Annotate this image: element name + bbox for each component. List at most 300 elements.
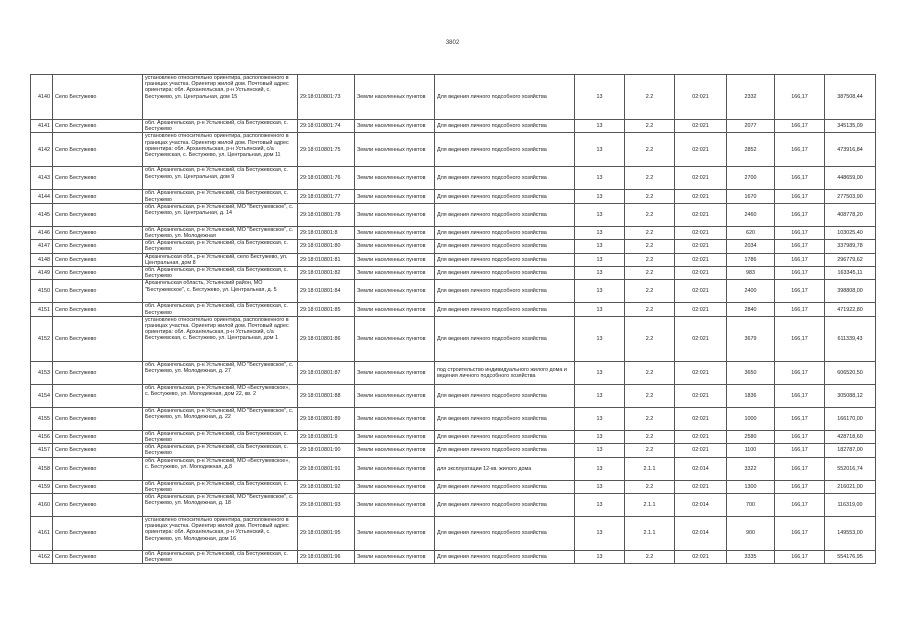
permitted-use: Для ведения личного подсобного хозяйства (435, 240, 575, 253)
zone-number: 13 (575, 384, 625, 407)
permitted-use: Для ведения личного подсобного хозяйства (435, 280, 575, 303)
settlement-name: Село Бестужево (53, 494, 143, 517)
land-category: Земли населенных пунктов (355, 430, 435, 443)
use-code: 2.2 (625, 267, 675, 280)
area-value: 1670 (727, 190, 775, 203)
table-row (31, 480, 876, 493)
table-row (31, 75, 876, 120)
classifier-code: 02:021 (675, 240, 727, 253)
specific-value: 166,17 (775, 384, 825, 407)
use-code: 2.1.1 (625, 494, 675, 517)
zone-number: 13 (575, 133, 625, 167)
cadastral-number: 29:18:010801:85 (298, 303, 355, 316)
row-number: 4148 (31, 253, 53, 266)
land-category: Земли населенных пунктов (355, 361, 435, 384)
address: обл. Архангельская, р-н Устьянский, МО "Бестужевское", с. Бестужево, ул. Молодежная (143, 226, 298, 239)
table-row (31, 253, 876, 266)
table-row (31, 133, 876, 167)
settlement-name: Село Бестужево (53, 361, 143, 384)
use-code: 2.1.1 (625, 517, 675, 551)
specific-value: 166,17 (775, 75, 825, 120)
land-category: Земли населенных пунктов (355, 494, 435, 517)
specific-value: 166,17 (775, 457, 825, 480)
address: обл. Архангельская, р-н Устьянский, с/а Бестужевская, с. Бестужево (143, 551, 298, 564)
permitted-use: Для ведения личного подсобного хозяйства (435, 384, 575, 407)
address: обл. Архангельская, р-н Устьянский, МО «Бестужевское», с. Бестужево, ул. Молодежная, д.8 (143, 457, 298, 480)
settlement-name: Село Бестужево (53, 190, 143, 203)
cadastral-number: 29:18:010801:8 (298, 226, 355, 239)
cadastral-value: 163345,11 (825, 267, 876, 280)
area-value: 2400 (727, 280, 775, 303)
cadastral-value: 296779,62 (825, 253, 876, 266)
row-number: 4161 (31, 517, 53, 551)
address: установлено относительно ориентира, расположенного в границах участка. Ориентир жилой дом. Почтовый адрес ориентира: обл. Архангельская, р-н Устьянский, с. Бестужево, ул. Молодежная, дом 16 (143, 517, 298, 551)
use-code: 2.2 (625, 190, 675, 203)
settlement-name: Село Бестужево (53, 253, 143, 266)
specific-value: 166,17 (775, 517, 825, 551)
area-value: 1786 (727, 253, 775, 266)
use-code: 2.2 (625, 444, 675, 457)
area-value: 983 (727, 267, 775, 280)
cadastral-number: 29:18:010801:73 (298, 75, 355, 120)
permitted-use: Для ведения личного подсобного хозяйства (435, 444, 575, 457)
land-category: Земли населенных пунктов (355, 444, 435, 457)
land-category: Земли населенных пунктов (355, 480, 435, 493)
address: обл. Архангельская, р-н Устьянский, МО "Бестужевское", с. Бестужево, ул. Молодежная, д. 22 (143, 407, 298, 430)
cadastral-value: 408778,20 (825, 203, 876, 226)
cadastral-number: 29:18:010801:92 (298, 480, 355, 493)
zone-number: 13 (575, 190, 625, 203)
cadastral-number: 29:18:010801:81 (298, 253, 355, 266)
address: Архангельская область, Устьянский район, МО "Бестужевское", с. Бестужево, ул. Центральная, д. 5 (143, 280, 298, 303)
zone-number: 13 (575, 430, 625, 443)
use-code: 2.2 (625, 133, 675, 167)
specific-value: 166,17 (775, 280, 825, 303)
cadastral-value: 182787,00 (825, 444, 876, 457)
address: обл. Архангельская, р-н Устьянский, с/а Бестужевская, с. Бестужево (143, 480, 298, 493)
cadastral-number: 29:18:010801:77 (298, 190, 355, 203)
specific-value: 166,17 (775, 407, 825, 430)
area-value: 620 (727, 226, 775, 239)
address: обл. Архангельская, р-н Устьянский, с/а Бестужевская, с. Бестужево (143, 444, 298, 457)
row-number: 4158 (31, 457, 53, 480)
specific-value: 166,17 (775, 480, 825, 493)
cadastral-number: 29:18:010801:75 (298, 133, 355, 167)
specific-value: 166,17 (775, 120, 825, 133)
use-code: 2.2 (625, 226, 675, 239)
settlement-name: Село Бестужево (53, 430, 143, 443)
table-row (31, 430, 876, 443)
specific-value: 166,17 (775, 444, 825, 457)
land-category: Земли населенных пунктов (355, 267, 435, 280)
row-number: 4162 (31, 551, 53, 564)
row-number: 4153 (31, 361, 53, 384)
specific-value: 166,17 (775, 361, 825, 384)
classifier-code: 02:021 (675, 120, 727, 133)
cadastral-value: 552016,74 (825, 457, 876, 480)
zone-number: 13 (575, 75, 625, 120)
area-value: 1000 (727, 407, 775, 430)
settlement-name: Село Бестужево (53, 280, 143, 303)
use-code: 2.2 (625, 407, 675, 430)
area-value: 1836 (727, 384, 775, 407)
row-number: 4143 (31, 167, 53, 190)
cadastral-value: 305088,12 (825, 384, 876, 407)
cadastral-value: 277503,90 (825, 190, 876, 203)
permitted-use: Для ведения личного подсобного хозяйства (435, 551, 575, 564)
use-code: 2.2 (625, 551, 675, 564)
cadastral-number: 29:18:010801:93 (298, 494, 355, 517)
row-number: 4157 (31, 444, 53, 457)
zone-number: 13 (575, 444, 625, 457)
area-value: 1100 (727, 444, 775, 457)
area-value: 2580 (727, 430, 775, 443)
settlement-name: Село Бестужево (53, 457, 143, 480)
cadastral-number: 29:18:010801:86 (298, 316, 355, 361)
area-value: 2034 (727, 240, 775, 253)
zone-number: 13 (575, 120, 625, 133)
address: обл. Архангельская, р-н Устьянский, с/а Бестужевская, с. Бестужево (143, 190, 298, 203)
row-number: 4149 (31, 267, 53, 280)
area-value: 3335 (727, 551, 775, 564)
zone-number: 13 (575, 253, 625, 266)
table-row (31, 280, 876, 303)
address: установлено относительно ориентира, расположенного в границах участка. Ориентир жилой дом. Почтовый адрес ориентира: обл. Архангельская, р-н Устьянский, с/а Бестужевская, с. Бестужево, ул. Центральная, дом 1 (143, 316, 298, 361)
classifier-code: 02:021 (675, 407, 727, 430)
page-number: 3802 (445, 40, 460, 46)
row-number: 4159 (31, 480, 53, 493)
classifier-code: 02:021 (675, 267, 727, 280)
row-number: 4145 (31, 203, 53, 226)
table-row (31, 167, 876, 190)
cadastral-value: 387508,44 (825, 75, 876, 120)
specific-value: 166,17 (775, 226, 825, 239)
settlement-name: Село Бестужево (53, 384, 143, 407)
specific-value: 166,17 (775, 240, 825, 253)
classifier-code: 02:014 (675, 457, 727, 480)
permitted-use: Для ведения личного подсобного хозяйства (435, 133, 575, 167)
land-category: Земли населенных пунктов (355, 407, 435, 430)
classifier-code: 02:021 (675, 226, 727, 239)
settlement-name: Село Бестужево (53, 444, 143, 457)
cadastral-value: 103025,40 (825, 226, 876, 239)
zone-number: 13 (575, 226, 625, 239)
classifier-code: 02:021 (675, 133, 727, 167)
table-row (31, 316, 876, 361)
cadastral-number: 29:18:010801:9 (298, 430, 355, 443)
row-number: 4141 (31, 120, 53, 133)
area-value: 2700 (727, 167, 775, 190)
cadastral-value: 428718,60 (825, 430, 876, 443)
permitted-use: Для ведения личного подсобного хозяйства (435, 316, 575, 361)
specific-value: 166,17 (775, 253, 825, 266)
area-value: 900 (727, 517, 775, 551)
table-row (31, 303, 876, 316)
cadastral-number: 29:18:010801:84 (298, 280, 355, 303)
cadastral-value: 448659,00 (825, 167, 876, 190)
cadastral-number: 29:18:010801:76 (298, 167, 355, 190)
land-category: Земли населенных пунктов (355, 203, 435, 226)
permitted-use: Для ведения личного подсобного хозяйства (435, 203, 575, 226)
settlement-name: Село Бестужево (53, 75, 143, 120)
table-row (31, 457, 876, 480)
address: обл. Архангельская, р-н Устьянский, с/а Бестужевская, с. Бестужево (143, 430, 298, 443)
table-row (31, 226, 876, 239)
use-code: 2.2 (625, 384, 675, 407)
settlement-name: Село Бестужево (53, 303, 143, 316)
cadastral-number: 29:18:010801:78 (298, 203, 355, 226)
use-code: 2.1.1 (625, 457, 675, 480)
specific-value: 166,17 (775, 167, 825, 190)
settlement-name: Село Бестужево (53, 167, 143, 190)
row-number: 4160 (31, 494, 53, 517)
table-row (31, 384, 876, 407)
classifier-code: 02:021 (675, 384, 727, 407)
classifier-code: 02:021 (675, 253, 727, 266)
land-category: Земли населенных пунктов (355, 280, 435, 303)
row-number: 4150 (31, 280, 53, 303)
specific-value: 166,17 (775, 430, 825, 443)
specific-value: 166,17 (775, 316, 825, 361)
land-category: Земли населенных пунктов (355, 133, 435, 167)
row-number: 4147 (31, 240, 53, 253)
permitted-use: Для ведения личного подсобного хозяйства (435, 253, 575, 266)
use-code: 2.2 (625, 203, 675, 226)
settlement-name: Село Бестужево (53, 551, 143, 564)
cadastral-value: 166170,00 (825, 407, 876, 430)
cadastral-number: 29:18:010801:95 (298, 517, 355, 551)
permitted-use: Для ведения личного подсобного хозяйства (435, 494, 575, 517)
settlement-name: Село Бестужево (53, 203, 143, 226)
cadastral-value: 554176,95 (825, 551, 876, 564)
cadastral-value: 149553,00 (825, 517, 876, 551)
cadastral-number: 29:18:010801:96 (298, 551, 355, 564)
land-category: Земли населенных пунктов (355, 120, 435, 133)
land-category: Земли населенных пунктов (355, 457, 435, 480)
area-value: 3322 (727, 457, 775, 480)
land-category: Земли населенных пунктов (355, 384, 435, 407)
row-number: 4152 (31, 316, 53, 361)
table-row (31, 551, 876, 564)
permitted-use: Для ведения личного подсобного хозяйства (435, 75, 575, 120)
settlement-name: Село Бестужево (53, 120, 143, 133)
classifier-code: 02:021 (675, 280, 727, 303)
table-row (31, 267, 876, 280)
zone-number: 13 (575, 240, 625, 253)
use-code: 2.2 (625, 240, 675, 253)
settlement-name: Село Бестужево (53, 267, 143, 280)
table-row (31, 190, 876, 203)
classifier-code: 02:021 (675, 551, 727, 564)
settlement-name: Село Бестужево (53, 133, 143, 167)
address: обл. Архангельская, р-н Устьянский, с/а Бестужевская, с. Бестужево (143, 120, 298, 133)
classifier-code: 02:021 (675, 444, 727, 457)
cadastral-value: 471922,80 (825, 303, 876, 316)
table-row (31, 517, 876, 551)
use-code: 2.2 (625, 361, 675, 384)
cadastral-value: 216021,00 (825, 480, 876, 493)
table-row (31, 494, 876, 517)
table-row (31, 407, 876, 430)
cadastral-value: 116319,00 (825, 494, 876, 517)
classifier-code: 02:021 (675, 303, 727, 316)
zone-number: 13 (575, 361, 625, 384)
use-code: 2.2 (625, 280, 675, 303)
permitted-use: Для ведения личного подсобного хозяйства (435, 517, 575, 551)
land-category: Земли населенных пунктов (355, 75, 435, 120)
cadastral-value: 611339,43 (825, 316, 876, 361)
cadastral-number: 29:18:010801:87 (298, 361, 355, 384)
use-code: 2.2 (625, 430, 675, 443)
zone-number: 13 (575, 167, 625, 190)
land-category: Земли населенных пунктов (355, 303, 435, 316)
classifier-code: 02:021 (675, 316, 727, 361)
land-category: Земли населенных пунктов (355, 517, 435, 551)
permitted-use: Для ведения личного подсобного хозяйства (435, 430, 575, 443)
land-registry-table (30, 74, 876, 564)
table-row (31, 444, 876, 457)
land-category: Земли населенных пунктов (355, 253, 435, 266)
address: обл. Архангельская, р-н Устьянский, с/а Бестужевская, с. Бестужево (143, 267, 298, 280)
row-number: 4156 (31, 430, 53, 443)
row-number: 4154 (31, 384, 53, 407)
cadastral-number: 29:18:010801:80 (298, 240, 355, 253)
address: обл. Архангельская, р-н Устьянский, с/а Бестужевская, с. Бестужево (143, 303, 298, 316)
permitted-use: для эксплуатации 12-кв. жилого дома (435, 457, 575, 480)
use-code: 2.2 (625, 75, 675, 120)
table-row (31, 240, 876, 253)
cadastral-number: 29:18:010801:88 (298, 384, 355, 407)
land-category: Земли населенных пунктов (355, 316, 435, 361)
permitted-use: Для ведения личного подсобного хозяйства (435, 190, 575, 203)
settlement-name: Село Бестужево (53, 407, 143, 430)
row-number: 4142 (31, 133, 53, 167)
specific-value: 166,17 (775, 133, 825, 167)
settlement-name: Село Бестужево (53, 517, 143, 551)
address: обл. Архангельская, р-н Устьянский, с/а Бестужевская, с. Бестужево, ул. Центральная, дом 9 (143, 167, 298, 190)
settlement-name: Село Бестужево (53, 316, 143, 361)
cadastral-value: 345135,09 (825, 120, 876, 133)
table-row (31, 120, 876, 133)
permitted-use: Для ведения личного подсобного хозяйства (435, 480, 575, 493)
specific-value: 166,17 (775, 303, 825, 316)
zone-number: 13 (575, 517, 625, 551)
area-value: 2840 (727, 303, 775, 316)
zone-number: 13 (575, 280, 625, 303)
address: установлено относительно ориентира, расположенного в границах участка. Ориентир жилой дом. Почтовый адрес ориентира: обл. Архангельская, р-н Устьянский, с. Бестужево, ул. Центральная, дом 15 (143, 75, 298, 120)
zone-number: 13 (575, 203, 625, 226)
address: обл. Архангельская, р-н Устьянский, с/а Бестужевская, с. Бестужево (143, 240, 298, 253)
cadastral-number: 29:18:010801:91 (298, 457, 355, 480)
zone-number: 13 (575, 407, 625, 430)
address: обл. Архангельская, р-н Устьянский, МО "Бестужевское", с. Бестужево, ул. Молодежная, д. 18 (143, 494, 298, 517)
zone-number: 13 (575, 494, 625, 517)
row-number: 4144 (31, 190, 53, 203)
specific-value: 166,17 (775, 551, 825, 564)
use-code: 2.2 (625, 167, 675, 190)
use-code: 2.2 (625, 120, 675, 133)
permitted-use: Для ведения личного подсобного хозяйства (435, 303, 575, 316)
permitted-use: Для ведения личного подсобного хозяйства (435, 120, 575, 133)
table-row (31, 203, 876, 226)
address: обл. Архангельская, р-н Устьянский, МО "Бестужевское", с. Бестужево, ул. Молодежная, д. 27 (143, 361, 298, 384)
permitted-use: Для ведения личного подсобного хозяйства (435, 407, 575, 430)
land-category: Земли населенных пунктов (355, 226, 435, 239)
permitted-use: под строительство индивидуального жилого дома и ведения личного подсобного хозяйства (435, 361, 575, 384)
settlement-name: Село Бестужево (53, 240, 143, 253)
land-category: Земли населенных пунктов (355, 167, 435, 190)
area-value: 3679 (727, 316, 775, 361)
zone-number: 13 (575, 316, 625, 361)
settlement-name: Село Бестужево (53, 226, 143, 239)
zone-number: 13 (575, 303, 625, 316)
cadastral-value: 337989,78 (825, 240, 876, 253)
permitted-use: Для ведения личного подсобного хозяйства (435, 167, 575, 190)
cadastral-number: 29:18:010801:82 (298, 267, 355, 280)
classifier-code: 02:021 (675, 167, 727, 190)
classifier-code: 02:014 (675, 517, 727, 551)
cadastral-number: 29:18:010801:74 (298, 120, 355, 133)
table-row (31, 361, 876, 384)
use-code: 2.2 (625, 316, 675, 361)
classifier-code: 02:021 (675, 190, 727, 203)
area-value: 2077 (727, 120, 775, 133)
use-code: 2.2 (625, 480, 675, 493)
use-code: 2.2 (625, 253, 675, 266)
specific-value: 166,17 (775, 267, 825, 280)
area-value: 2852 (727, 133, 775, 167)
specific-value: 166,17 (775, 494, 825, 517)
address: обл. Архангельская, р-н Устьянский, МО «Бестужевское», с. Бестужево, ул. Молодежная, дом 22, кв. 2 (143, 384, 298, 407)
area-value: 1300 (727, 480, 775, 493)
use-code: 2.2 (625, 303, 675, 316)
specific-value: 166,17 (775, 203, 825, 226)
zone-number: 13 (575, 457, 625, 480)
address: обл. Архангельская, р-н Устьянский, МО "Бестужевское", с. Бестужево, ул. Центральная, д. 14 (143, 203, 298, 226)
area-value: 2460 (727, 203, 775, 226)
row-number: 4146 (31, 226, 53, 239)
settlement-name: Село Бестужево (53, 480, 143, 493)
address: установлено относительно ориентира, расположенного в границах участка. Ориентир жилой дом. Почтовый адрес ориентира: обл. Архангельская, р-н Устьянский, с/а Бестужевская, с. Бестужево, ул. Центральная, дом 11 (143, 133, 298, 167)
classifier-code: 02:021 (675, 75, 727, 120)
row-number: 4151 (31, 303, 53, 316)
row-number: 4155 (31, 407, 53, 430)
classifier-code: 02:021 (675, 361, 727, 384)
cadastral-value: 398808,00 (825, 280, 876, 303)
zone-number: 13 (575, 267, 625, 280)
classifier-code: 02:021 (675, 430, 727, 443)
address: Архангельская обл., р-н Устьянский, село Бестужево, ул. Центральная, дом 8 (143, 253, 298, 266)
classifier-code: 02:014 (675, 494, 727, 517)
area-value: 700 (727, 494, 775, 517)
cadastral-value: 606520,50 (825, 361, 876, 384)
land-category: Земли населенных пунктов (355, 190, 435, 203)
land-category: Земли населенных пунктов (355, 551, 435, 564)
specific-value: 166,17 (775, 190, 825, 203)
classifier-code: 02:021 (675, 480, 727, 493)
area-value: 3650 (727, 361, 775, 384)
permitted-use: Для ведения личного подсобного хозяйства (435, 267, 575, 280)
cadastral-number: 29:18:010801:90 (298, 444, 355, 457)
zone-number: 13 (575, 480, 625, 493)
zone-number: 13 (575, 551, 625, 564)
cadastral-value: 473916,84 (825, 133, 876, 167)
row-number: 4140 (31, 75, 53, 120)
cadastral-number: 29:18:010801:89 (298, 407, 355, 430)
classifier-code: 02:021 (675, 203, 727, 226)
permitted-use: Для ведения личного подсобного хозяйства (435, 226, 575, 239)
area-value: 2332 (727, 75, 775, 120)
